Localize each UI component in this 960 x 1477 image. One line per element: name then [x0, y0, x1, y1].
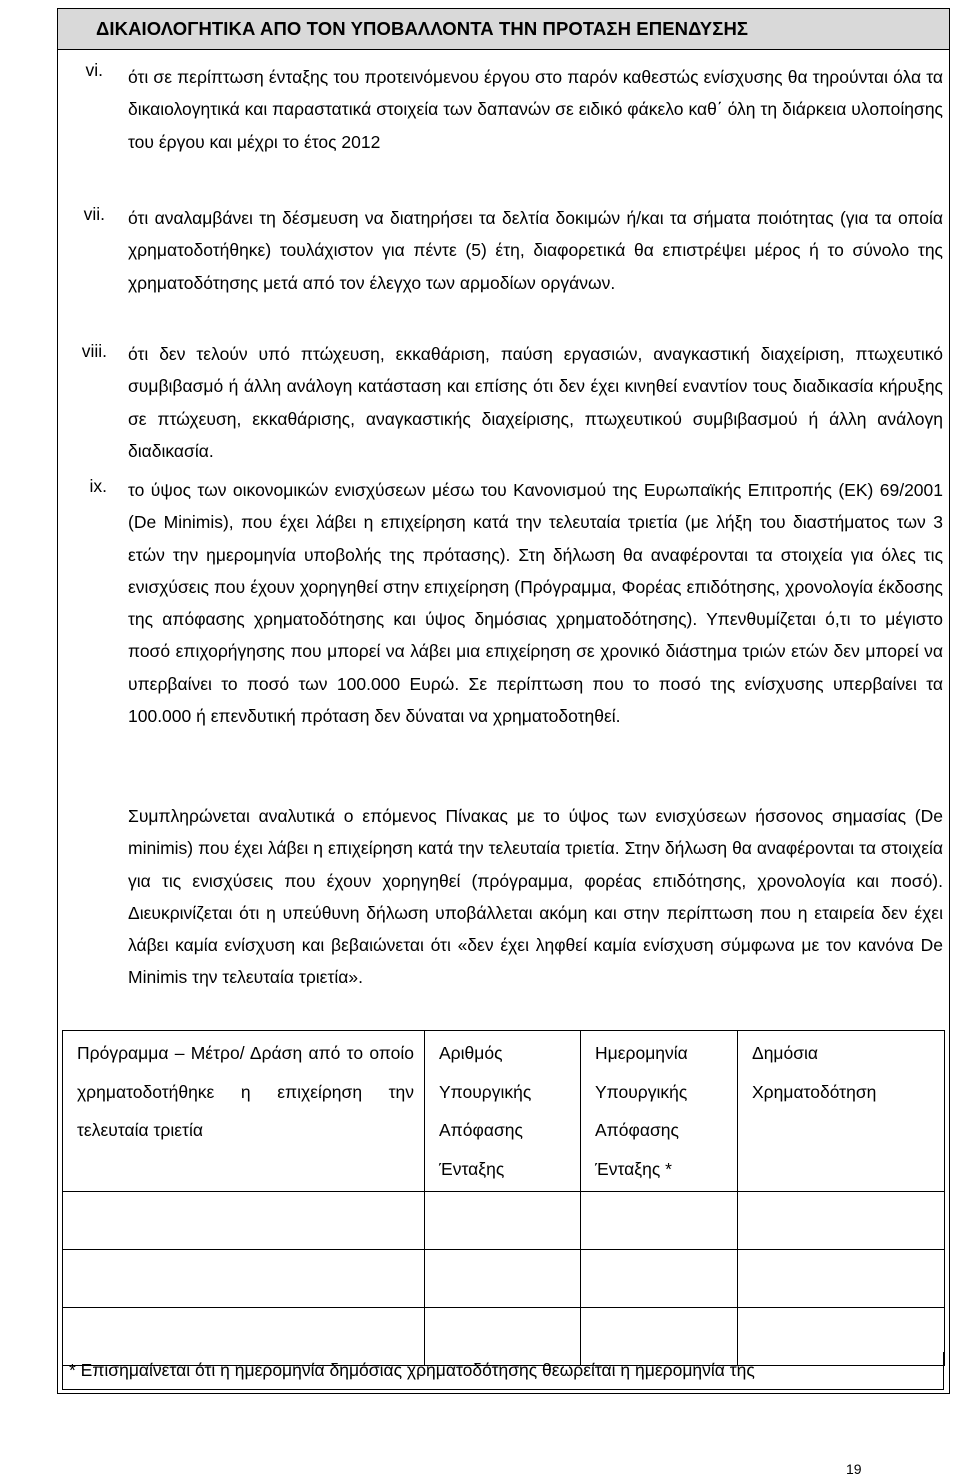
- table-cell[interactable]: [425, 1250, 581, 1308]
- item-number: vii.: [83, 204, 105, 224]
- instruction-paragraph: Συμπληρώνεται αναλυτικά ο επόμενος Πίνακας με το ύψος των ενισχύσεων ήσσονος σημασίας (De minimis) που έχει λάβει η επιχείρηση κατά την τελευταία τριετία. Στην δήλωση θα αναφέρονται τα στοιχεία για τις ενισχύσεις που έχουν χορηγηθεί (πρόγραμμα, φορέας επιδότησης, χρονολογία και ποσό). Διευκρινίζεται ότι η υπεύθυνη δήλωση υποβάλλεται ακόμη και στην περίπτωση που η εταιρεία δεν έχει λάβει καμία ενίσχυση και βεβαιώνεται ότι «δεν έχει ληφθεί καμία ενίσχυση σύμφωνα με τον κανόνα De Minimis την τελευταία τριετία».: [128, 806, 943, 988]
- item-number: ix.: [89, 476, 107, 496]
- item-number: viii.: [81, 341, 107, 361]
- table-cell[interactable]: [425, 1192, 581, 1250]
- de-minimis-table: [62, 1030, 945, 1366]
- table-header-cell: Πρόγραμμα – Μέτρο/ Δράση από το οποίο χρηματοδοτήθηκε η επιχείρηση την τελευταία τριετία: [63, 1031, 425, 1192]
- table-header-cell: Αριθμός Υπουργικής Απόφασης Ένταξης: [425, 1031, 581, 1192]
- table-cell[interactable]: [581, 1192, 738, 1250]
- table-cell[interactable]: [738, 1192, 945, 1250]
- page-title: ΔΙΚΑΙΟΛΟΓΗΤΙΚΑ ΑΠΟ ΤΟΝ ΥΠΟΒΑΛΛΟΝΤΑ ΤΗΝ ΠΡΟΤΑΣΗ ΕΠΕΝΔΥΣΗΣ: [96, 18, 749, 39]
- table-cell[interactable]: [738, 1250, 945, 1308]
- table-cell[interactable]: [63, 1192, 425, 1250]
- table-cell[interactable]: [581, 1250, 738, 1308]
- table-header-row: [63, 1031, 945, 1192]
- table-row: [63, 1250, 945, 1308]
- item-number: vi.: [85, 60, 103, 80]
- table-row: [63, 1192, 945, 1250]
- item-text: το ύψος των οικονομικών ενισχύσεων μέσω του Κανονισμού της Ευρωπαϊκής Επιτροπής (ΕΚ) 69/2001 (De Minimis), που έχει λάβει η επιχείρηση κατά την τελευταία τριετία (με λήξη του διαστήματος των 3 ετών την ημερομηνία υποβολής της πρότασης). Στη δήλωση θα αναφέρονται τα στοιχεία για όλες τις ενισχύσεις που έχουν χορηγηθεί στην επιχείρηση (Πρόγραμμα, Φορέας επιδότησης, χρονολογία έκδοσης της απόφασης χρηματοδότησης και ύψος δημόσιας χρηματοδότησης). Υπενθυμίζεται ό,τι το μέγιστο ποσό επιχορήγησης που μπορεί να λάβει μια επιχείρηση σε χρονικό διάστημα τριών ετών δεν μπορεί να υπερβαίνει το ποσό των 100.000 Ευρώ. Σε περίπτωση που το ποσό της ενίσχυσης υπερβαίνει τα 100.000 ή επενδυτική πρόταση δεν δύναται να χρηματοδοτηθεί.: [128, 480, 943, 727]
- table-cell[interactable]: [63, 1250, 425, 1308]
- table-header-cell: Δημόσια Χρηματοδότηση: [738, 1031, 945, 1192]
- page-number: 19: [846, 1461, 862, 1477]
- item-text: ότι δεν τελούν υπό πτώχευση, εκκαθάριση, παύση εργασιών, αναγκαστική διαχείριση, πτωχευτικό συμβιβασμό ή άλλη ανάλογη κατάσταση και επίσης ότι δεν έχει κινηθεί εναντίον τους διαδικασία κήρυξης σε πτώχευση, εκκαθάρισης, αναγκαστικής διαχείρισης, πτωχευτικού συμβιβασμού ή άλλη ανάλογη διαδικασία.: [128, 344, 943, 461]
- table-header-cell: Ημερομηνία Υπουργικής Απόφασης Ένταξης *: [581, 1031, 738, 1192]
- item-text: ότι αναλαμβάνει τη δέσμευση να διατηρήσει τα δελτία δοκιμών ή/και τα σήματα ποιότητας (για τα οποία χρηματοδοτήθηκε) τουλάχιστον για πέντε (5) έτη, διαφορετικά θα επιστρέψει μέρος ή το σύνολο της χρηματοδότησης μετά από τον έλεγχο των αρμοδίων οργάνων.: [128, 208, 943, 293]
- item-text: ότι σε περίπτωση ένταξης του προτεινόμενου έργου στο παρόν καθεστώς ενίσχυσης θα τηρούνται όλα τα δικαιολογητικά και παραστατικά στοιχεία των δαπανών σε ειδικό φάκελο καθ΄ όλη τη διάρκεια υλοποίησης του έργου και μέχρι το έτος 2012: [128, 67, 943, 152]
- footnote: * Επισημαίνεται ότι η ημερομηνία δημόσιας χρηματοδότησης θεωρείται η ημερομηνία της: [62, 1352, 944, 1390]
